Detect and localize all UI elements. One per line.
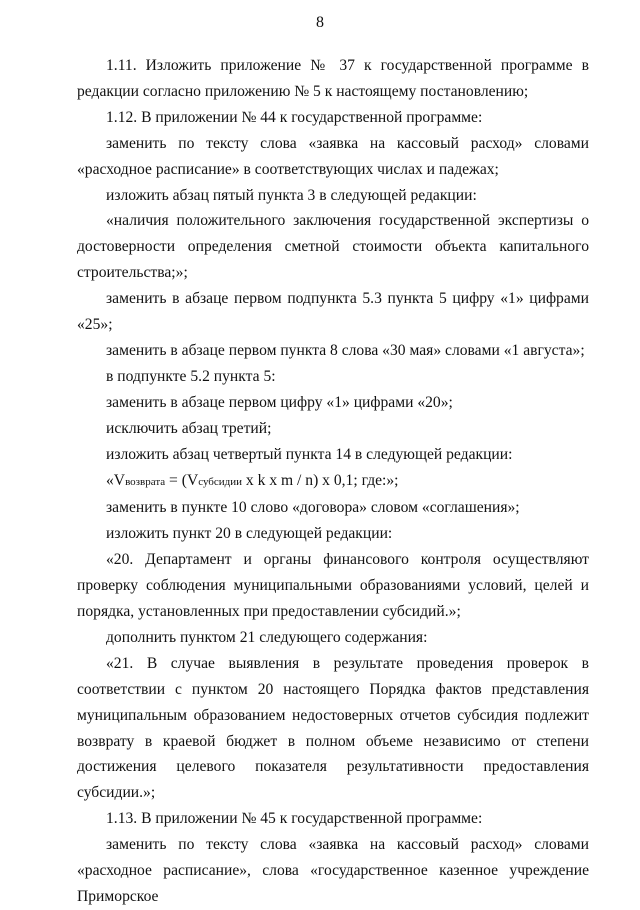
paragraph-1-11: 1.11. Изложить приложение № 37 к государственной программе в редакции согласно приложению № 5 к настоящему постановлению; [77, 57, 589, 100]
paragraph-quote-21: «21. В случае выявления в результате проведения проверок в соответствии с пунктом 20 настоящего Порядка фактов представления муниципальным образованием недостоверных отчетов субсидия подлежит возврату в краевой бюджет в полном объеме независимо от степени достижения целевого показателя результативности предоставления субсидии.»; [77, 654, 589, 802]
paragraph-punkt-21-intro: дополнить пунктом 21 следующего содержания: [106, 628, 428, 646]
formula-subscript-subsidii: субсидии [198, 475, 243, 488]
paragraph-quote-ekspertiza: «наличия положительного заключения государственной экспертизы о достоверности определения сметной стоимости объекта капитального строительства;»; [77, 212, 589, 282]
paragraph-cifra-20: заменить в абзаце первом цифру «1» цифрами «20»; [106, 393, 453, 411]
paragraph-punkt-8: заменить в абзаце первом пункта 8 слова «30 мая» словами «1 августа»; [106, 341, 585, 359]
paragraph-podpunkt-5-3: заменить в абзаце первом подпункта 5.3 пункта 5 цифру «1» цифрами «25»; [77, 290, 589, 334]
formula-line [77, 468, 589, 496]
paragraph-quote-20: «20. Департамент и органы финансового контроля осуществляют проверку соблюдения муниципальными образованиями условий, целей и порядка, установленных при предоставлении субсидий.»; [77, 551, 589, 621]
paragraph-1-12: 1.12. В приложении № 44 к государственной программе: [106, 108, 483, 126]
paragraph-isklyuchit: исключить абзац третий; [106, 419, 272, 437]
paragraph-1-13: 1.13. В приложении № 45 к государственной программе: [106, 810, 483, 828]
paragraph-abzac-pyatyi: изложить абзац пятый пункта 3 в следующей редакции: [106, 186, 477, 204]
formula-end: x k x m / n) x 0,1; где:»; [242, 471, 399, 489]
paragraph-replace-kassovy-raskhod: заменить по тексту слова «заявка на кассовый расход» словами «расходное расписание» в соответствующих числах и падежах; [77, 134, 589, 178]
paragraph-replace-prilozhenie-45: заменить по тексту слова «заявка на кассовый расход» словами «расходное расписание», слова «государственное казенное учреждение Приморское [77, 836, 589, 905]
paragraph-podpunkt-5-2: в подпункте 5.2 пункта 5: [106, 367, 276, 385]
formula-open: «V [106, 471, 126, 489]
document-body [77, 53, 589, 910]
paragraph-punkt-20-intro: изложить пункт 20 в следующей редакции: [106, 525, 393, 543]
paragraph-punkt-10: заменить в пункте 10 слово «договора» словом «соглашения»; [106, 499, 520, 517]
formula-subscript-vozvrata: возврата [125, 475, 166, 488]
formula-middle: = (V [165, 471, 199, 489]
page-number: 8 [316, 14, 324, 31]
paragraph-punkt-14: изложить абзац четвертый пункта 14 в следующей редакции: [106, 445, 513, 463]
